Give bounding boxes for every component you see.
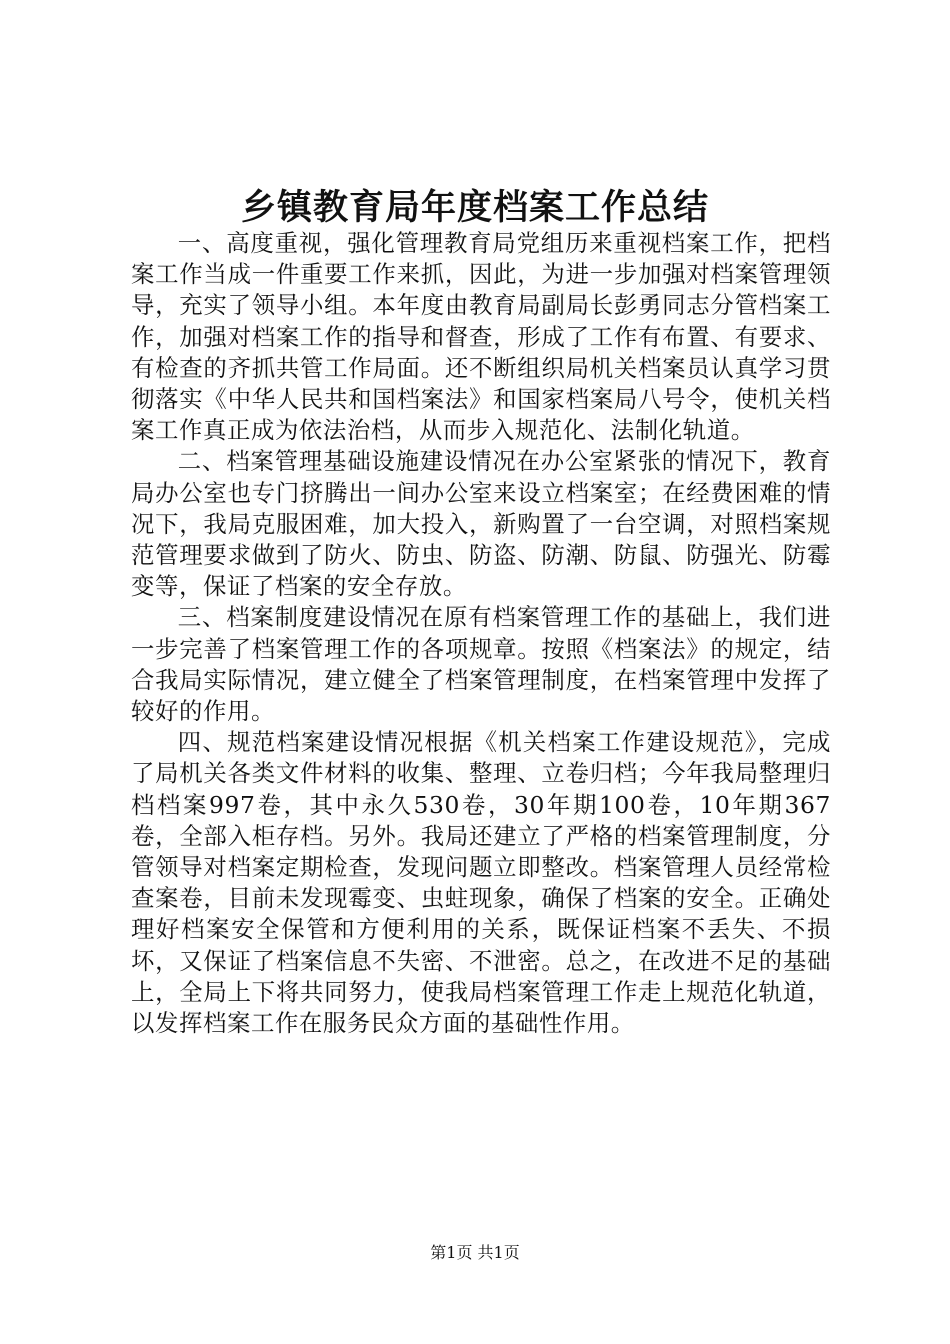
paragraph-1: 一、高度重视，强化管理教育局党组历来重视档案工作，把档案工作当成一件重要工作来抓，因此，为进一步加强对档案管理领导，充实了领导小组。本年度由教育局副局长彭勇同志分管档案工作，加强对档案工作的指导和督查，形成了工作有布置、有要求、有检查的齐抓共管工作局面。还不断组织局机关档案员认真学习贯彻落实《中华人民共和国档案法》和国家档案局八号令，使机关档案工作真正成为依法治档，从而步入规范化、法制化轨道。: [131, 229, 831, 445]
paragraph-4: 四、规范档案建设情况根据《机关档案工作建设规范》，完成了局机关各类文件材料的收集、整理、立卷归档；今年我局整理归档档案997卷，其中永久530卷，30年期100卷，10年期367卷，全部入柜存档。另外。我局还建立了严格的档案管理制度，分管领导对档案定期检查，发现问题立即整改。档案管理人员经常检查案卷，目前未发现霉变、虫蛀现象，确保了档案的安全。正确处理好档案安全保管和方便利用的关系，既保证档案不丢失、不损坏，又保证了档案信息不失密、不泄密。总之，在改进不足的基础上，全局上下将共同努力，使我局档案管理工作走上规范化轨道，以发挥档案工作在服务民众方面的基础性作用。: [131, 728, 831, 1038]
page-footer: 第1页 共1页: [430, 1243, 520, 1262]
paragraph-2: 二、档案管理基础设施建设情况在办公室紧张的情况下，教育局办公室也专门挤腾出一间办公室来设立档案室；在经费困难的情况下，我局克服困难，加大投入，新购置了一台空调，对照档案规范管理要求做到了防火、防虫、防盗、防潮、防鼠、防强光、防霉变等，保证了档案的安全存放。: [131, 447, 831, 601]
document-title: 乡镇教育局年度档案工作总结: [240, 187, 709, 228]
document-body: [131, 228, 831, 1039]
paragraph-3: 三、档案制度建设情况在原有档案管理工作的基础上，我们进一步完善了档案管理工作的各项规章。按照《档案法》的规定，结合我局实际情况，建立健全了档案管理制度，在档案管理中发挥了较好的作用。: [131, 603, 831, 726]
